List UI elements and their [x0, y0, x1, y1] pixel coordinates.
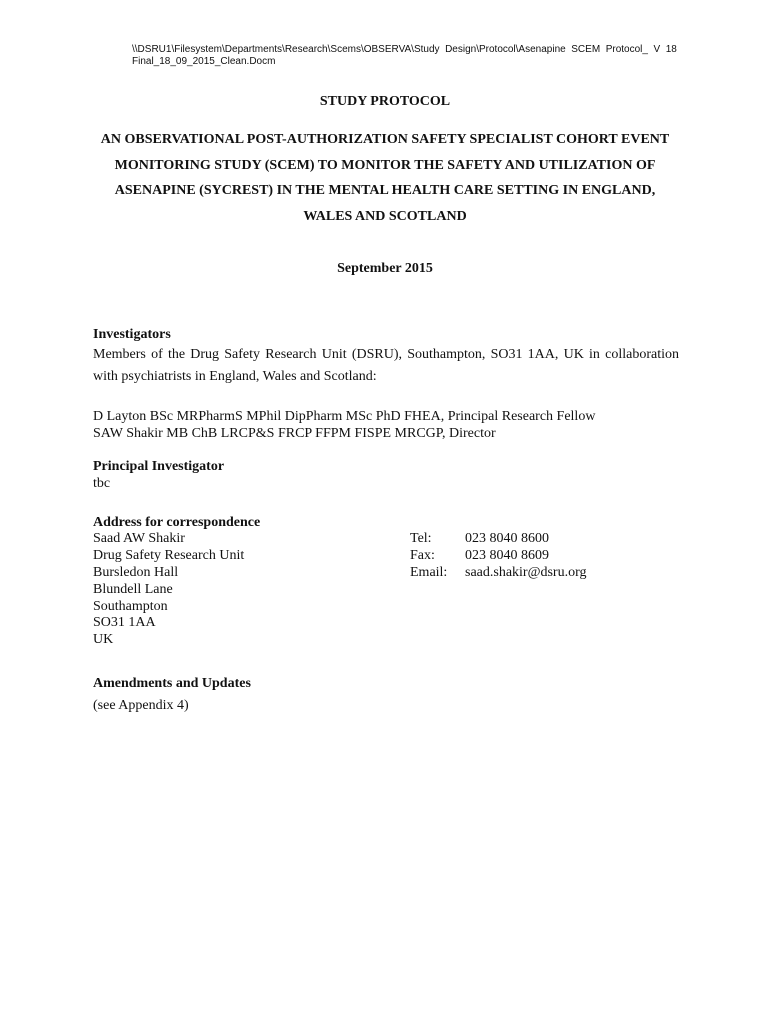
document-title: AN OBSERVATIONAL POST-AUTHORIZATION SAFETY SPECIALIST COHORT EVENT MONITORING STUDY (SCEM) TO MONITOR THE SAFETY AND UTILIZATION OF ASENAPINE (SYCREST) IN THE MENTAL HEALTH CARE SETTING IN ENGLAND, WALES AND SCOTLAND	[100, 132, 670, 224]
address-line: Blundell Lane	[93, 582, 173, 597]
address-line: Southampton	[93, 599, 168, 614]
investigator-2: SAW Shakir MB ChB LRCP&S FRCP FFPM FISPE MRCGP, Director	[93, 426, 496, 441]
investigators-heading: Investigators	[93, 327, 171, 342]
amendments-heading: Amendments and Updates	[93, 676, 251, 691]
fax-label: Fax:	[410, 548, 435, 563]
address-line: Drug Safety Research Unit	[93, 548, 245, 563]
address-line: Saad AW Shakir	[93, 531, 185, 546]
tel-label: Tel:	[410, 531, 432, 546]
investigators-description: Members of the Drug Safety Research Unit (DSRU), Southampton, SO31 1AA, UK in collaboration with psychiatrists in England, Wales and Scotland:	[93, 347, 679, 384]
address-line: UK	[93, 632, 114, 647]
email-label: Email:	[410, 565, 448, 580]
investigator-1: D Layton BSc MRPharmS MPhil DipPharm MSc PhD FHEA, Principal Research Fellow	[93, 409, 596, 424]
document-date: September 2015	[337, 261, 433, 276]
principal-investigator-value: tbc	[93, 476, 111, 491]
correspondence-heading: Address for correspondence	[93, 515, 261, 530]
fax-value: 023 8040 8609	[465, 548, 549, 563]
file-path-line-1: \\DSRU1\Filesystem\Departments\Research\Scems\OBSERVA\Study Design\Protocol\Asenapine SCEM Protocol_ V 18	[132, 44, 677, 55]
protocol-label: STUDY PROTOCOL	[319, 94, 451, 109]
address-line: SO31 1AA	[93, 615, 156, 630]
email-value: saad.shakir@dsru.org	[465, 565, 587, 580]
address-line: Bursledon Hall	[93, 565, 179, 580]
amendments-value: (see Appendix 4)	[93, 698, 189, 713]
tel-value: 023 8040 8600	[465, 531, 549, 546]
file-path-line-2: Final_18_09_2015_Clean.Docm	[132, 56, 276, 67]
principal-investigator-heading: Principal Investigator	[93, 459, 225, 474]
